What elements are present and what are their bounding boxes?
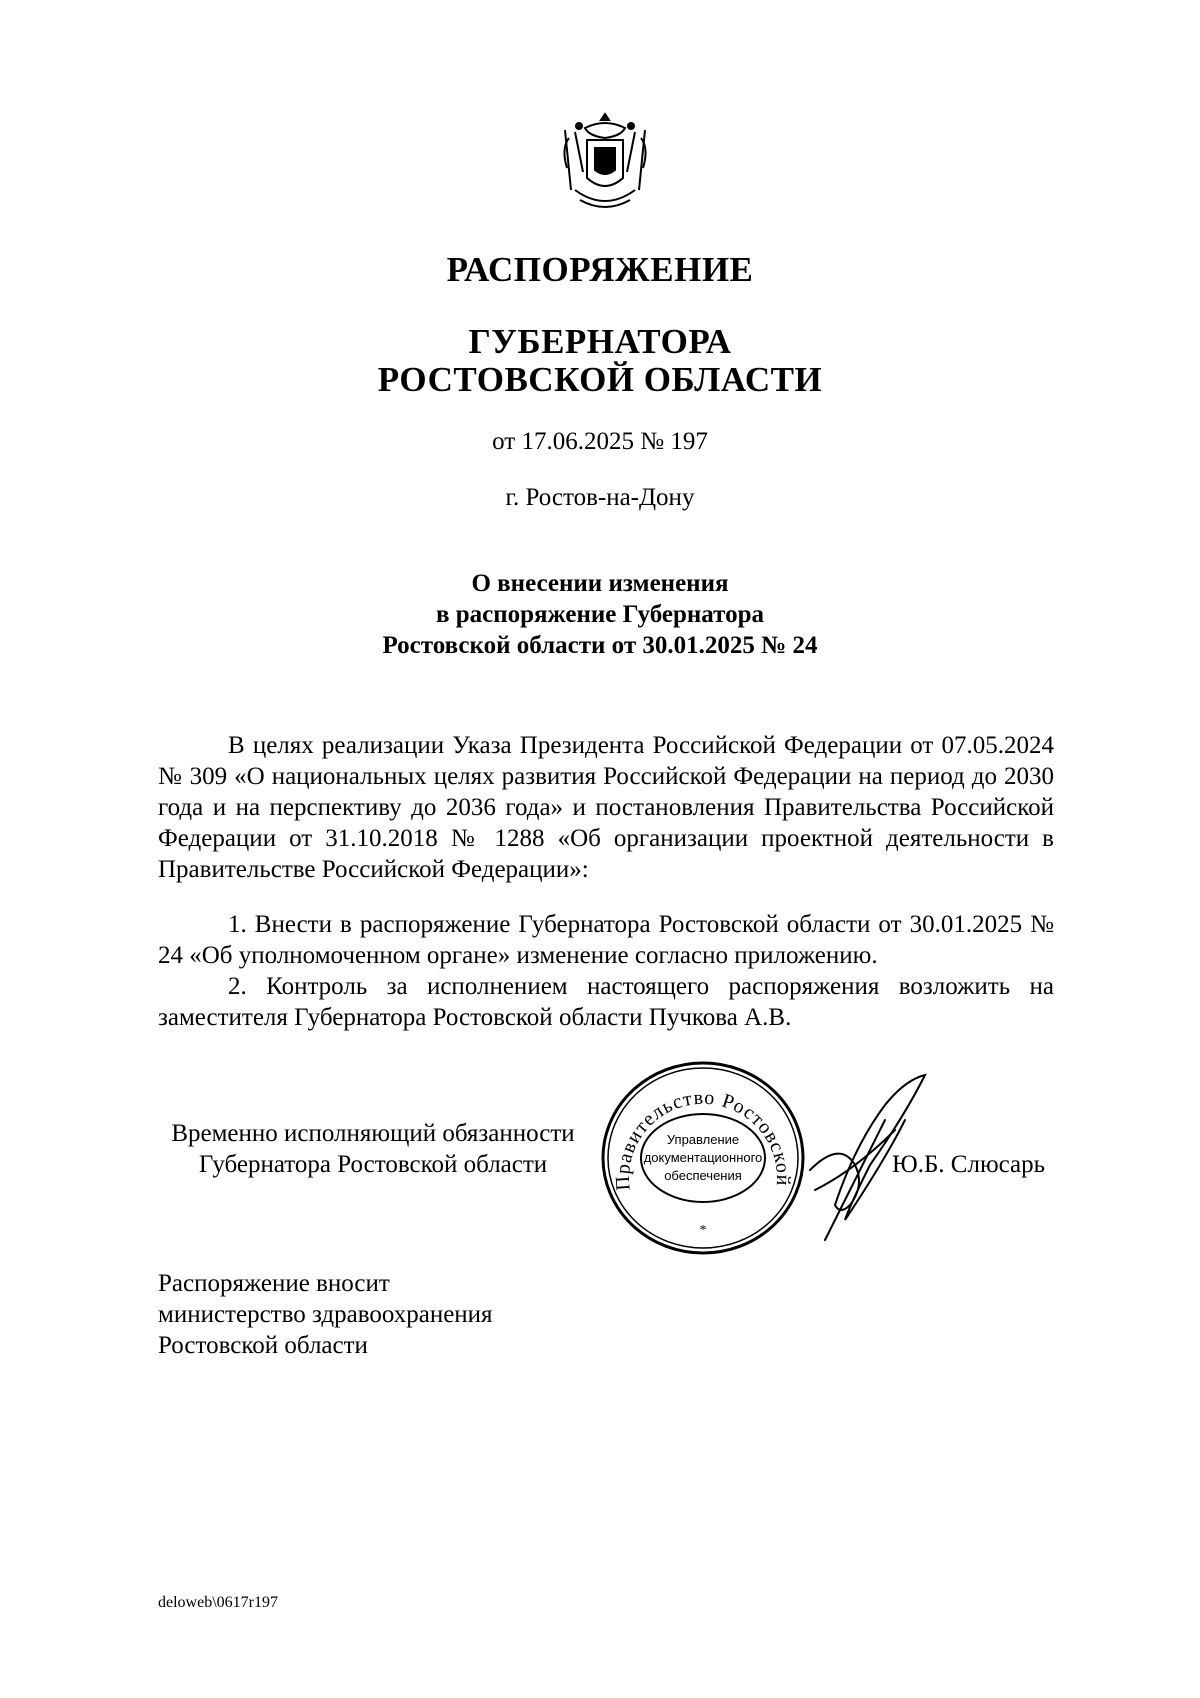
submitted-line-1: Распоряжение вносит [158, 1270, 390, 1297]
issuer-line-1: ГУБЕРНАТОРА [468, 322, 732, 361]
submitted-by [158, 1268, 493, 1361]
subject-line-3: Ростовской области от 30.01.2025 № 24 [382, 632, 818, 659]
city: г. Ростов-на-Дону [505, 484, 695, 511]
position-line-2: Губернатора Ростовской области [198, 1151, 548, 1178]
stamp-inner-line-2: документационного [643, 1150, 763, 1165]
subject-line-2: в распоряжение Губернатора [435, 601, 765, 628]
position-line-1: Временно исполняющий обязанности [171, 1120, 575, 1147]
stamp-inner-line-3: обеспечения [664, 1168, 742, 1183]
document-body [158, 730, 1054, 1033]
date-number: от 17.06.2025 № 197 [492, 428, 708, 455]
subject [0, 568, 1200, 661]
official-stamp [598, 1058, 808, 1258]
stamp-outer-text: Правительство Ростовской [611, 1086, 795, 1192]
item-2-paragraph: 2. Контроль за исполнением настоящего распоряжения возложить на заместителя Губернатора Ростовской области Пучкова А.В. [158, 973, 1054, 1031]
svg-text:*: * [699, 1223, 707, 1238]
submitted-line-2: министерство здравоохранения [158, 1301, 493, 1328]
stamp-inner-line-1: Управление [666, 1132, 740, 1147]
document-code: deloweb\0617r197 [158, 1594, 278, 1611]
subject-line-1: О внесении изменения [471, 570, 729, 597]
item-1-paragraph: 1. Внести в распоряжение Губернатора Ростовской области от 30.01.2025 № 24 «Об уполномоченном органе» изменение согласно приложению. [158, 911, 1054, 969]
signatory-name: Ю.Б. Слюсарь [892, 1151, 1046, 1178]
coat-of-arms-icon [555, 110, 655, 220]
submitted-line-3: Ростовской области [158, 1332, 368, 1359]
preamble-paragraph: В целях реализации Указа Президента Российской Федерации от 07.05.2024 № 309 «О национальных целях развития Российской Федерации на период до 2030 года и на перспективу до 2036 года» и постановления Правительства Российской Федерации от 31.10.2018 № 1288 «Об организации проектной деятельности в Правительстве Российской Федерации»: [158, 732, 1054, 883]
issuer-line-2: РОСТОВСКОЙ ОБЛАСТИ [377, 360, 823, 399]
signatory-position [158, 1118, 588, 1180]
document-type: РАСПОРЯЖЕНИЕ [446, 250, 754, 289]
